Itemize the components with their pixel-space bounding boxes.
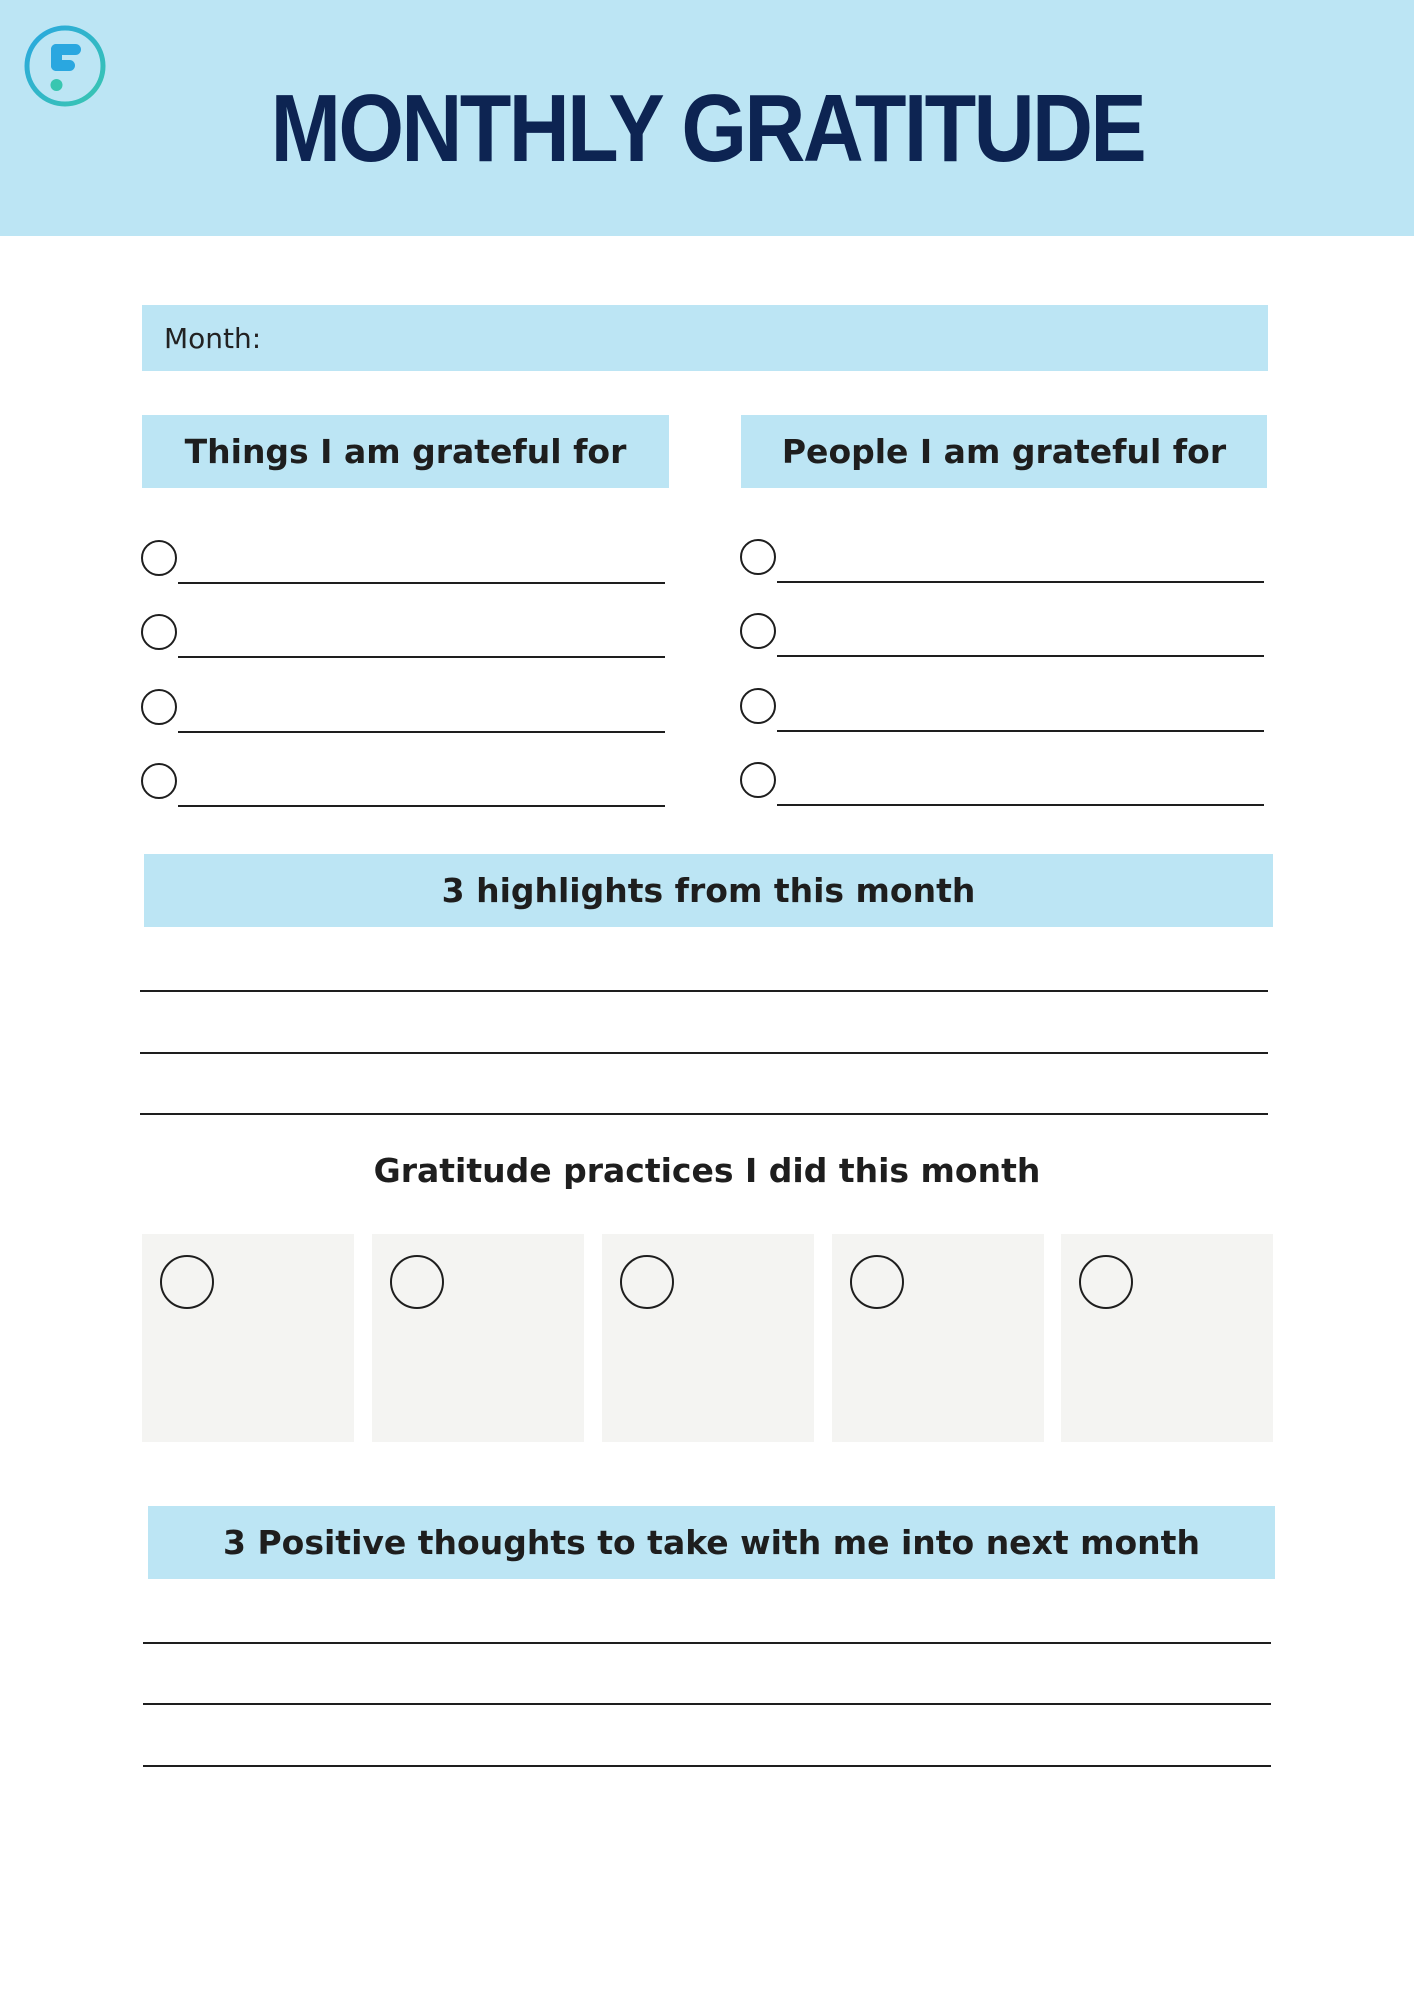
page-title: MONTHLY GRATITUDE xyxy=(270,75,1145,182)
practice-box-2[interactable] xyxy=(372,1234,584,1442)
things-entry-line-2[interactable] xyxy=(178,656,665,658)
thought-line-2[interactable] xyxy=(143,1703,1271,1705)
highlight-line-3[interactable] xyxy=(140,1113,1268,1115)
things-entry-line-3[interactable] xyxy=(178,731,665,733)
thoughts-heading-band xyxy=(148,1506,1275,1579)
people-heading-band xyxy=(741,415,1267,488)
practice-box-3[interactable] xyxy=(602,1234,814,1442)
practice-box-5[interactable] xyxy=(1061,1234,1273,1442)
header-banner xyxy=(0,0,1414,236)
people-entry-line-4[interactable] xyxy=(777,804,1264,806)
people-checkbox-3[interactable] xyxy=(740,688,776,724)
people-checkbox-4[interactable] xyxy=(740,762,776,798)
people-entry-line-1[interactable] xyxy=(777,581,1264,583)
people-heading: People I am grateful for xyxy=(781,432,1227,471)
practice-checkbox-3[interactable] xyxy=(620,1255,674,1309)
things-entry-line-4[interactable] xyxy=(178,805,665,807)
thoughts-heading: 3 Positive thoughts to take with me into next month xyxy=(223,1523,1200,1562)
people-entry-line-2[interactable] xyxy=(777,655,1264,657)
highlights-heading: 3 highlights from this month xyxy=(441,871,976,910)
things-checkbox-4[interactable] xyxy=(141,763,177,799)
highlight-line-2[interactable] xyxy=(140,1052,1268,1054)
highlight-line-1[interactable] xyxy=(140,990,1268,992)
month-label: Month: xyxy=(164,321,262,355)
things-checkbox-1[interactable] xyxy=(141,540,177,576)
highlights-heading-band xyxy=(144,854,1273,927)
practices-heading: Gratitude practices I did this month xyxy=(373,1151,1041,1190)
things-heading: Things I am grateful for xyxy=(184,432,627,471)
people-entry-line-3[interactable] xyxy=(777,730,1264,732)
thought-line-3[interactable] xyxy=(143,1765,1271,1767)
things-checkbox-2[interactable] xyxy=(141,614,177,650)
practice-checkbox-1[interactable] xyxy=(160,1255,214,1309)
people-checkbox-2[interactable] xyxy=(740,613,776,649)
practice-box-1[interactable] xyxy=(142,1234,354,1442)
practice-checkbox-4[interactable] xyxy=(850,1255,904,1309)
month-field[interactable] xyxy=(142,305,1268,371)
thought-line-1[interactable] xyxy=(143,1642,1271,1644)
things-entry-line-1[interactable] xyxy=(178,582,665,584)
practice-checkbox-2[interactable] xyxy=(390,1255,444,1309)
things-heading-band xyxy=(142,415,669,488)
things-checkbox-3[interactable] xyxy=(141,689,177,725)
people-checkbox-1[interactable] xyxy=(740,539,776,575)
practice-box-4[interactable] xyxy=(832,1234,1044,1442)
practice-checkbox-5[interactable] xyxy=(1079,1255,1133,1309)
